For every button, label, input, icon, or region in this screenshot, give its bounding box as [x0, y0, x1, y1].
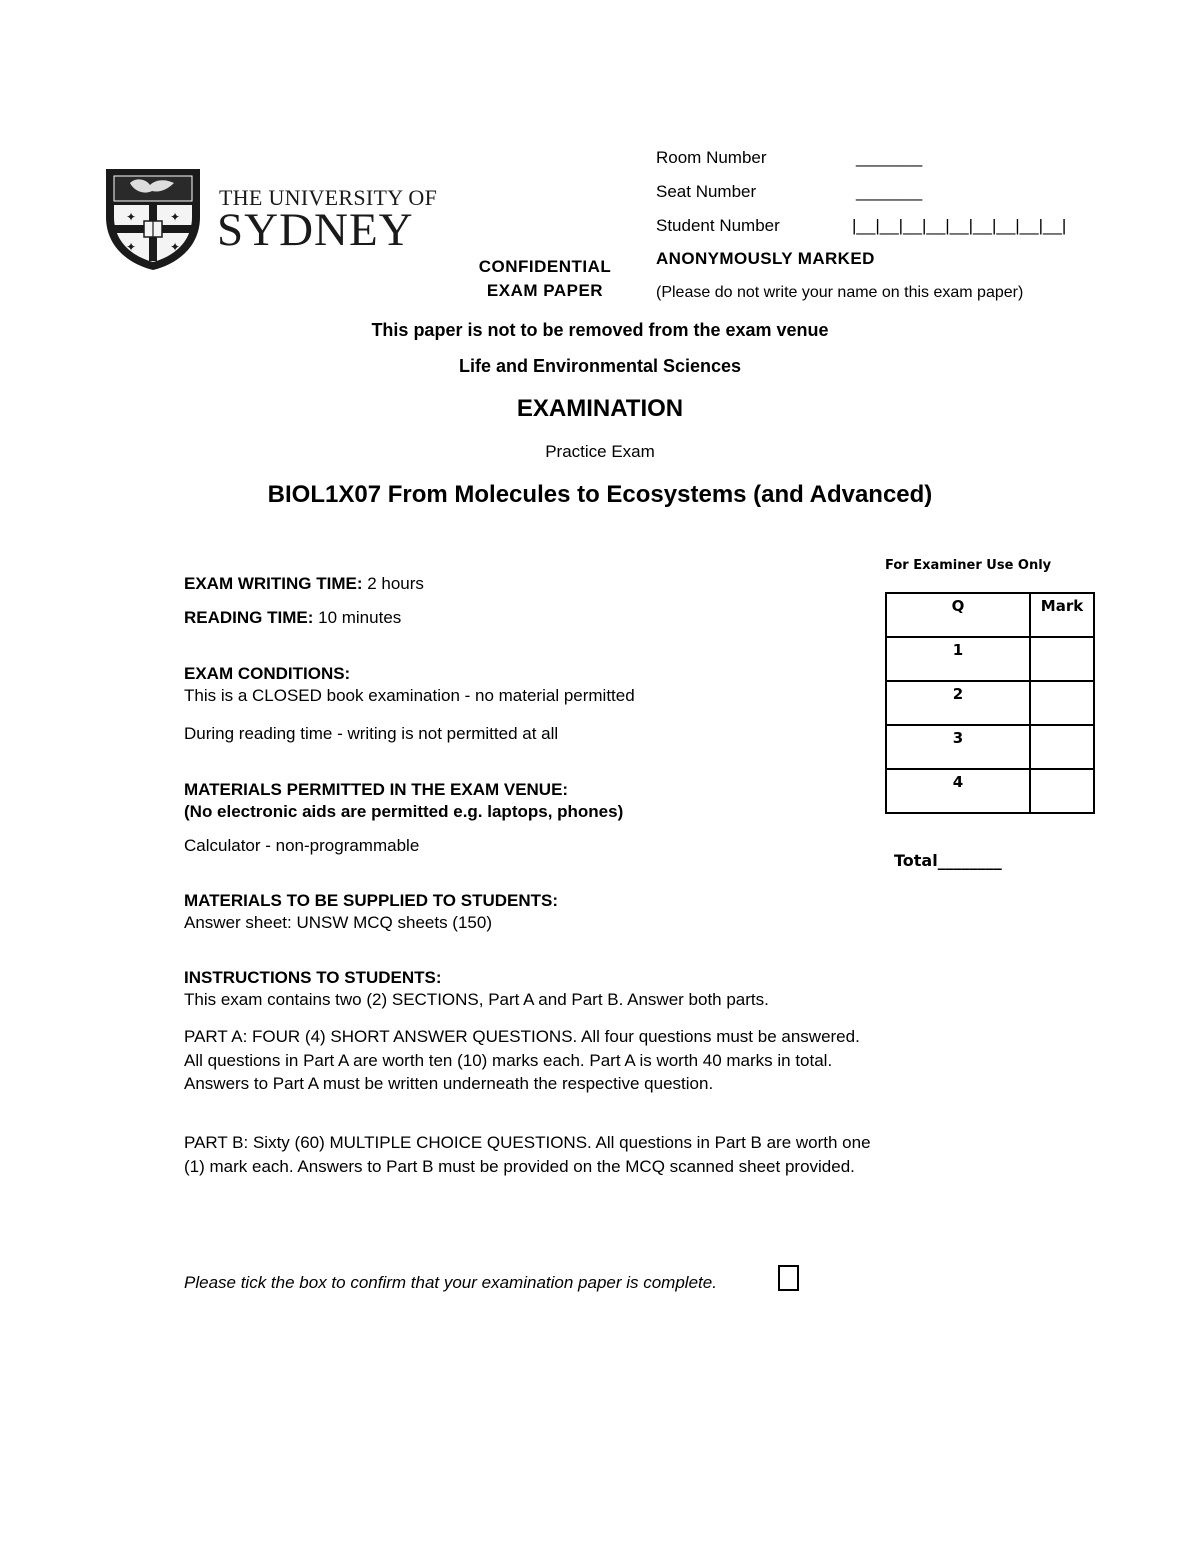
seat-number-field[interactable]: _______: [856, 182, 923, 201]
university-logo: [104, 167, 438, 276]
seat-number-label: Seat Number: [656, 182, 757, 201]
part-b-instructions: PART B: Sixty (60) MULTIPLE CHOICE QUESTIONS. All questions in Part B are worth one (1) mark each. Answers to Part B must be provided on the MCQ scanned sheet provided.: [184, 1133, 871, 1176]
anonymous-marked: ANONYMOUSLY MARKED: [656, 249, 875, 268]
conditions-reading: During reading time - writing is not permitted at all: [184, 724, 559, 743]
examiner-caption: For Examiner Use Only: [885, 558, 1052, 573]
part-a-instructions: PART A: FOUR (4) SHORT ANSWER QUESTIONS. All four questions must be answered. All questions in Part A are worth ten (10) marks each. Part A is worth 40 marks in total. Answers to Part A must be written underneath the respective question.: [184, 1027, 860, 1093]
university-name-line1: THE UNIVERSITY OF: [219, 185, 438, 210]
supplied-heading: MATERIALS TO BE SUPPLIED TO STUDENTS:: [184, 891, 559, 910]
svg-text:✦: ✦: [169, 240, 181, 254]
writing-time-label: EXAM WRITING TIME:: [184, 574, 363, 593]
student-number-label: Student Number: [656, 216, 780, 235]
room-number-label: Room Number: [656, 148, 767, 167]
room-number-field[interactable]: _______: [856, 148, 923, 167]
materials-heading: MATERIALS PERMITTED IN THE EXAM VENUE:: [184, 780, 569, 799]
question-number: 2: [886, 681, 1030, 725]
materials-calculator: Calculator - non-programmable: [184, 836, 420, 855]
reading-time: [184, 606, 401, 629]
mark-cell[interactable]: [1030, 725, 1094, 769]
reading-time-label: READING TIME:: [184, 608, 314, 627]
removal-notice: This paper is not to be removed from the exam venue: [371, 320, 829, 340]
exam-heading: EXAMINATION: [516, 395, 684, 422]
confidential-line2: EXAM PAPER: [486, 281, 604, 300]
instructions-heading: INSTRUCTIONS TO STUDENTS:: [184, 968, 442, 987]
table-row: [886, 725, 1094, 769]
conditions-heading: EXAM CONDITIONS:: [184, 664, 351, 683]
exam-subheading: Practice Exam: [545, 442, 655, 461]
svg-text:✦: ✦: [125, 210, 137, 224]
table-row: [886, 681, 1094, 725]
total-field[interactable]: Total________: [894, 851, 1002, 870]
question-number: 4: [886, 769, 1030, 813]
column-header-mark: Mark: [1030, 593, 1094, 637]
mark-cell[interactable]: [1030, 637, 1094, 681]
instructions-sections: This exam contains two (2) SECTIONS, Part A and Part B. Answer both parts.: [184, 990, 769, 1009]
question-number: 3: [886, 725, 1030, 769]
confidential-line1: CONFIDENTIAL: [478, 257, 612, 276]
confirm-statement: Please tick the box to confirm that your examination paper is complete.: [184, 1273, 717, 1292]
svg-text:✦: ✦: [125, 240, 137, 254]
student-number-field[interactable]: |__|__|__|__|__|__|__|__|__|: [852, 216, 1067, 235]
column-header-q: Q: [886, 593, 1030, 637]
university-name-line2: SYDNEY: [217, 204, 414, 256]
writing-time-value: 2 hours: [362, 574, 424, 593]
examiner-marks-table: [885, 592, 1095, 814]
conditions-closed-book: This is a CLOSED book examination - no material permitted: [184, 686, 635, 705]
confirm-checkbox[interactable]: [778, 1265, 799, 1291]
table-row: [886, 769, 1094, 813]
supplied-item: Answer sheet: UNSW MCQ sheets (150): [184, 913, 492, 932]
faculty-name: Life and Environmental Sciences: [458, 356, 742, 376]
anonymous-note: (Please do not write your name on this exam paper): [656, 284, 1024, 301]
reading-time-value: 10 minutes: [313, 608, 402, 627]
mark-cell[interactable]: [1030, 769, 1094, 813]
svg-text:✦: ✦: [169, 210, 181, 224]
table-row: [886, 637, 1094, 681]
course-title: BIOL1X07 From Molecules to Ecosystems (and Advanced): [267, 481, 933, 508]
question-number: 1: [886, 637, 1030, 681]
materials-note: (No electronic aids are permitted e.g. laptops, phones): [184, 802, 624, 821]
table-header-row: [886, 593, 1094, 637]
mark-cell[interactable]: [1030, 681, 1094, 725]
writing-time: [184, 572, 424, 595]
